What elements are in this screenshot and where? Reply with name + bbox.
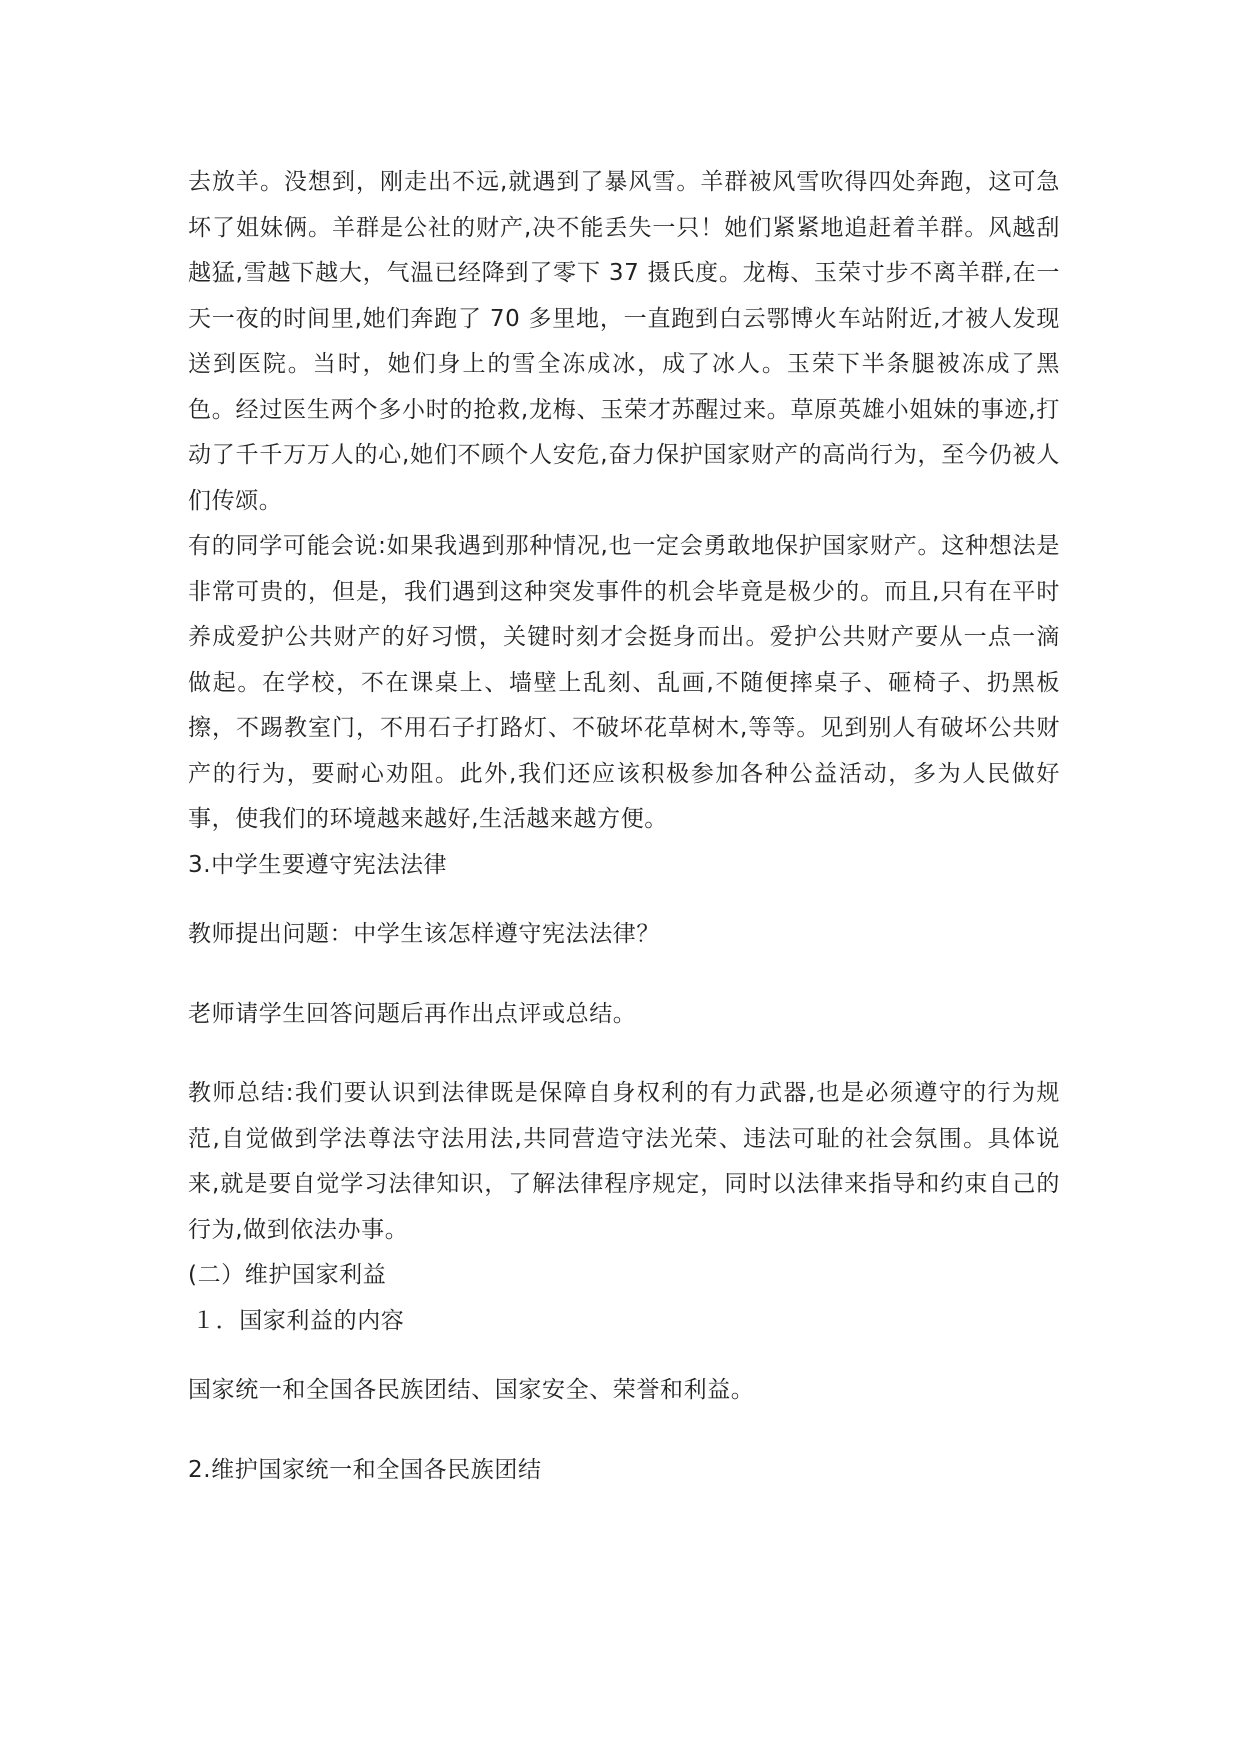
sub-2-heading: 2.维护国家统一和全国各民族团结 (188, 1456, 542, 1483)
spacer (188, 1344, 1060, 1368)
story-paragraph: 去放羊。没想到，刚走出不远,就遇到了暴风雪。羊群被风雪吹得四处奔跑，这可急坏了姐妹俩。羊群是公社的财产,决不能丢失一只！她们紧紧地追赶着羊群。风越刮越猛,雪越下越大，气温已经降到了零下 37 摄氏度。龙梅、玉荣寸步不离羊群,在一天一夜的时间里,她们奔跑了 70 多里地，一直跑到白云鄂博火车站附近,才被人发现送到医院。当时，她们身上的雪全冻成冰，成了冰人。玉荣下半条腿被冻成了黑色。经过医生两个多小时的抢救,龙梅、玉荣才苏醒过来。草原英雄小姐妹的事迹,打动了千千万万人的心,她们不顾个人安危,奋力保护国家财产的高尚行为，至今仍被人们传颂。 (188, 169, 1060, 514)
spacer (188, 958, 1060, 992)
section-2-heading: (二）维护国家利益 (188, 1262, 387, 1288)
sub-1-heading (188, 1299, 1060, 1345)
spacer (188, 1037, 1060, 1071)
teacher-summary: 教师总结:我们要认识到法律既是保障自身权利的有力武器,也是必须遵守的行为规范,自觉做到学法尊法守法用法,共同营造守法光荣、违法可耻的社会氛围。具体说来,就是要自觉学习法律知识，了解法律程序规定，同时以法律来指导和约束自己的行为,做到依法办事。 (188, 1080, 1060, 1243)
spacer (188, 888, 1060, 912)
heading-3: 3.中学生要遵守宪法法律 (188, 851, 448, 878)
teacher-question: 教师提出问题：中学生该怎样遵守宪法法律？ (188, 921, 660, 947)
students-paragraph: 有的同学可能会说:如果我遇到那种情况,也一定会勇敢地保护国家财产。这种想法是非常可贵的，但是，我们遇到这种突发事件的机会毕竟是极少的。而且,只有在平时养成爱护公共财产的好习惯，关键时刻才会挺身而出。爱护公共财产要从一点一滴做起。在学校，不在课桌上、墙壁上乱刻、乱画,不随便摔桌子、砸椅子、扔黑板擦，不踢教室门，不用石子打路灯、不破坏花草树木,等等。见到别人有破坏公共财产的行为，要耐心劝阻。此外,我们还应该积极参加各种公益活动，多为人民做好事，使我们的环境越来越好,生活越来越方便。 (188, 533, 1060, 832)
spacer (188, 1414, 1060, 1448)
document-body (188, 160, 1060, 1493)
teacher-instruction: 老师请学生回答问题后再作出点评或总结。 (188, 1000, 637, 1027)
national-interest-content: 国家统一和全国各民族团结、国家安全、荣誉和利益。 (188, 1377, 755, 1403)
sub-1-heading-text: １．国家利益的内容 (192, 1307, 405, 1334)
